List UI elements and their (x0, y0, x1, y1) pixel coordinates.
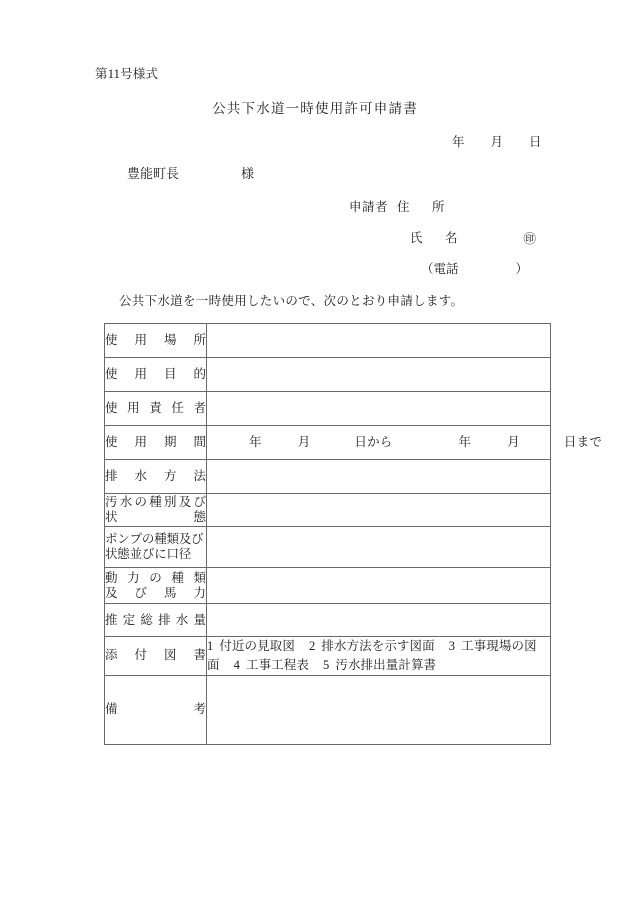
table-row (105, 426, 551, 460)
attachment-number: 4 (233, 657, 240, 672)
period-start-day: 日から (354, 435, 393, 450)
row-value-sewage-type-condition[interactable] (207, 494, 551, 527)
applicant-block (349, 197, 554, 285)
lead-sentence: 公共下水道を一時使用したいので、次のとおり申請します。 (119, 294, 464, 308)
row-value-use-period[interactable] (207, 426, 603, 460)
row-label-use-location: 使用場所 (105, 324, 207, 358)
table-row (105, 358, 551, 392)
attachment-number: 3 (448, 639, 456, 653)
period-start-month: 月 (297, 435, 311, 450)
row-label-drainage-method: 排水方法 (105, 460, 207, 494)
applicant-name-label: 氏 名 (410, 231, 463, 245)
form-number: 第11号様式 (95, 67, 159, 81)
date-line (452, 132, 542, 150)
row-value-pump-type-diameter[interactable] (207, 527, 551, 568)
row-value-use-location[interactable] (207, 324, 551, 358)
attachment-name: 工事現場の図面 (207, 639, 537, 672)
row-value-estimated-total-discharge[interactable] (207, 604, 551, 637)
applicant-address-row (349, 197, 554, 228)
page-title: 公共下水道一時使用許可申請書 (212, 101, 418, 116)
attachment-number: 2 (308, 639, 316, 653)
row-label-use-purpose: 使用目的 (105, 358, 207, 392)
period-end-month: 月 (507, 435, 520, 450)
attachment-name: 排水方法を示す図面 (321, 639, 435, 653)
addressee-honorific: 様 (241, 166, 255, 181)
row-label-sewage-type-condition: 汚水の種別及び 状 態 (105, 494, 207, 527)
table-row (105, 527, 551, 568)
applicant-label: 申請者 (349, 200, 389, 214)
attachment-name: 付近の見取図 (219, 639, 295, 653)
row-label-power-type-horsepower: 動力の種類 及 び 馬 力 (105, 568, 207, 604)
table-row (105, 568, 551, 604)
application-table (104, 323, 603, 745)
date-day-label: 日 (529, 135, 542, 149)
row-label-attached-documents: 添付図書 (105, 637, 207, 676)
attachment-number: 5 (322, 657, 330, 672)
row-value-responsible-person[interactable] (207, 392, 551, 426)
table-row (105, 494, 551, 527)
period-start-year: 年 (249, 435, 262, 450)
table-row (105, 637, 551, 676)
applicant-phone-close: ） (515, 262, 528, 276)
applicant-address-label: 住 所 (397, 200, 450, 214)
attachment-name: 工事工程表 (245, 657, 309, 672)
row-label-responsible-person: 使用責任者 (105, 392, 207, 426)
applicant-name-row (349, 228, 554, 259)
seal-stamp-icon: ㊞ (523, 232, 536, 246)
row-label-estimated-total-discharge: 推定総排水量 (105, 604, 207, 637)
row-value-remarks[interactable] (207, 675, 551, 744)
attachment-number: 1 (207, 639, 214, 653)
applicant-phone-row (349, 259, 554, 285)
row-value-drainage-method[interactable] (207, 460, 551, 494)
applicant-phone-label: （電話 (421, 262, 459, 276)
period-end-year: 年 (458, 435, 472, 450)
row-value-power-type-horsepower[interactable] (207, 568, 551, 604)
attachment-name: 汚水排出量計算書 (335, 657, 437, 672)
row-label-remarks: 備考 (105, 675, 207, 744)
row-value-attached-documents[interactable] (207, 637, 551, 676)
table-row (105, 675, 551, 744)
table-row (105, 460, 551, 494)
table-row (105, 604, 551, 637)
table-row (105, 324, 551, 358)
period-end-day: 日まで (563, 435, 603, 450)
row-label-pump-type-diameter: ポンプの種類及び状態並びに口径 (105, 527, 207, 568)
row-label-use-period: 使用期間 (105, 426, 207, 460)
addressee-name: 豊能町長 (127, 166, 180, 181)
date-month-label: 月 (490, 135, 504, 149)
date-year-label: 年 (452, 135, 465, 149)
addressee (127, 163, 254, 182)
table-row (105, 392, 551, 426)
row-value-use-purpose[interactable] (207, 358, 551, 392)
